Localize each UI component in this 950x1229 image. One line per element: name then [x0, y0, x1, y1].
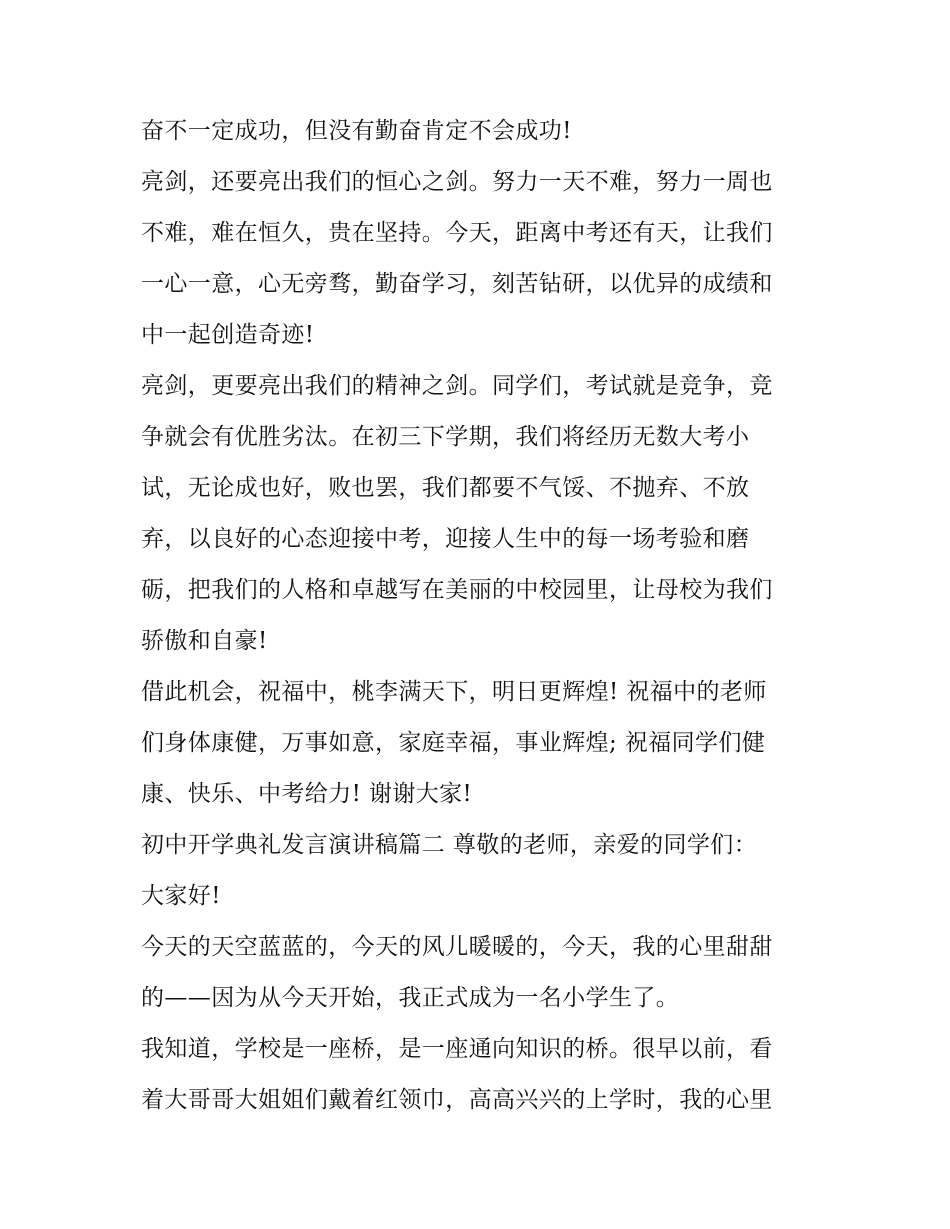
- text-line-10: 砺，把我们的人格和卓越写在美丽的中校园里，让母校为我们: [141, 577, 773, 603]
- text-line-12: 借此机会，祝福中，桃李满天下，明日更辉煌! 祝福中的老师: [141, 679, 767, 705]
- text-line-8: 试，无论成也好，败也罢，我们都要不气馁、不抛弃、不放: [141, 475, 750, 501]
- text-line-18: 的——因为从今天开始，我正式成为一名小学生了。: [141, 985, 680, 1011]
- text-line-1: 奋不一定成功，但没有勤奋肯定不会成功!: [141, 118, 572, 144]
- text-line-17: 今天的天空蓝蓝的，今天的风儿暖暖的，今天，我的心里甜甜: [141, 934, 773, 960]
- text-line-6: 亮剑，更要亮出我们的精神之剑。同学们，考试就是竞争，竞: [141, 373, 773, 399]
- text-line-11: 骄傲和自豪!: [141, 628, 268, 654]
- text-line-13: 们身体康健，万事如意，家庭幸福，事业辉煌; 祝福同学们健: [141, 730, 766, 756]
- text-line-4: 一心一意，心无旁骛，勤奋学习，刻苦钻研，以优异的成绩和: [141, 271, 773, 297]
- text-line-20: 着大哥哥大姐姐们戴着红领巾，高高兴兴的上学时，我的心里: [141, 1087, 773, 1113]
- text-line-14: 康、快乐、中考给力! 谢谢大家!: [141, 781, 473, 807]
- text-line-19: 我知道，学校是一座桥，是一座通向知识的桥。很早以前，看: [141, 1036, 773, 1062]
- text-line-2: 亮剑，还要亮出我们的恒心之剑。努力一天不难，努力一周也: [141, 169, 773, 195]
- section-heading-line: 初中开学典礼发言演讲稿篇二 尊敬的老师，亲爱的同学们：: [141, 832, 758, 858]
- text-line-5: 中一起创造奇迹!: [141, 322, 315, 348]
- text-line-7: 争就会有优胜劣汰。在初三下学期，我们将经历无数大考小: [141, 424, 750, 450]
- text-line-3: 不难，难在恒久，贵在坚持。今天，距离中考还有天，让我们: [141, 220, 773, 246]
- text-line-9: 弃，以良好的心态迎接中考，迎接人生中的每一场考验和磨: [141, 526, 750, 552]
- document-body: [141, 106, 821, 1126]
- greeting-line: 大家好!: [141, 883, 221, 909]
